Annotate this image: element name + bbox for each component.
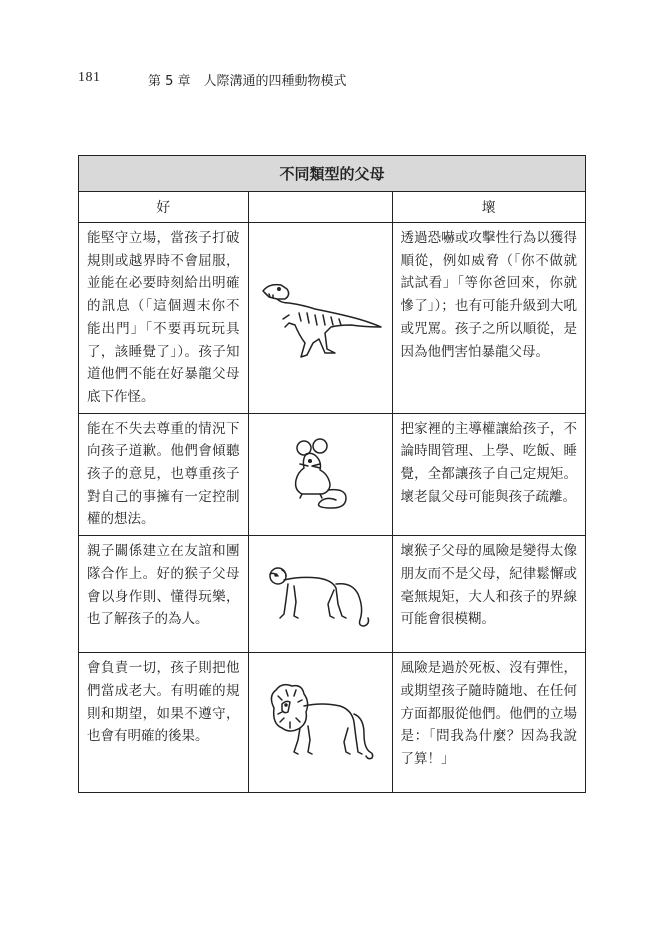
bad-text: 風險是過於死板、沒有彈性，或期望孩子隨時隨地、在任何方面都服從他們。他們的立場是：「問我為什麼？因為我說了算！」 — [392, 653, 586, 793]
animal-cell — [248, 653, 392, 793]
good-text: 親子關係建立在友誼和團隊合作上。好的猴子父母會以身作則、懂得玩樂，也了解孩子的為人。 — [79, 536, 249, 653]
table-row — [79, 536, 586, 653]
page-number: 181 — [78, 70, 101, 85]
page-header — [78, 70, 347, 89]
bad-text: 把家裡的主導權讓給孩子，不論時間管理、上學、吃飯、睡覺，全都讓孩子自己定規矩。壞老鼠父母可能與孩子疏離。 — [392, 413, 586, 536]
table-title-row — [79, 156, 586, 192]
bad-text: 壞猴子父母的風險是變得太像朋友而不是父母，紀律鬆懈或毫無規矩，大人和孩子的界線可能會很模糊。 — [392, 536, 586, 653]
dinosaur-icon — [255, 273, 385, 363]
good-text: 能在不失去尊重的情況下向孩子道歉。他們會傾聽孩子的意見，也尊重孩子對自己的事擁有一定控制權的想法。 — [79, 413, 249, 536]
chapter-title: 第 5 章 人際溝通的四種動物模式 — [148, 74, 347, 89]
good-text: 會負責一切，孩子則把他們當成老大。有明確的規則和期望，如果不遵守，也會有明確的後果。 — [79, 653, 249, 793]
parent-types-table — [78, 155, 586, 793]
table-header-row — [79, 192, 586, 223]
mouse-icon — [280, 434, 360, 514]
column-image-header — [248, 192, 392, 223]
table-row — [79, 223, 586, 414]
lion-icon — [260, 678, 380, 768]
animal-cell — [248, 536, 392, 653]
column-bad-header: 壞 — [392, 192, 586, 223]
table-row — [79, 413, 586, 536]
animal-cell — [248, 223, 392, 414]
table-title: 不同類型的父母 — [79, 156, 586, 192]
monkey-icon — [260, 554, 380, 634]
bad-text: 透過恐嚇或攻擊性行為以獲得順從，例如威脅（「你不做就試試看」「等你爸回來，你就慘了」）；也有可能升級到大吼或咒罵。孩子之所以順從，是因為他們害怕暴龍父母。 — [392, 223, 586, 414]
table-row — [79, 653, 586, 793]
good-text: 能堅守立場，當孩子打破規則或越界時不會屈服，並能在必要時刻給出明確的訊息（「這個週末你不能出門」「不要再玩玩具了，該睡覺了」）。孩子知道他們不能在好暴龍父母底下作怪。 — [79, 223, 249, 414]
column-good-header: 好 — [79, 192, 249, 223]
animal-cell — [248, 413, 392, 536]
